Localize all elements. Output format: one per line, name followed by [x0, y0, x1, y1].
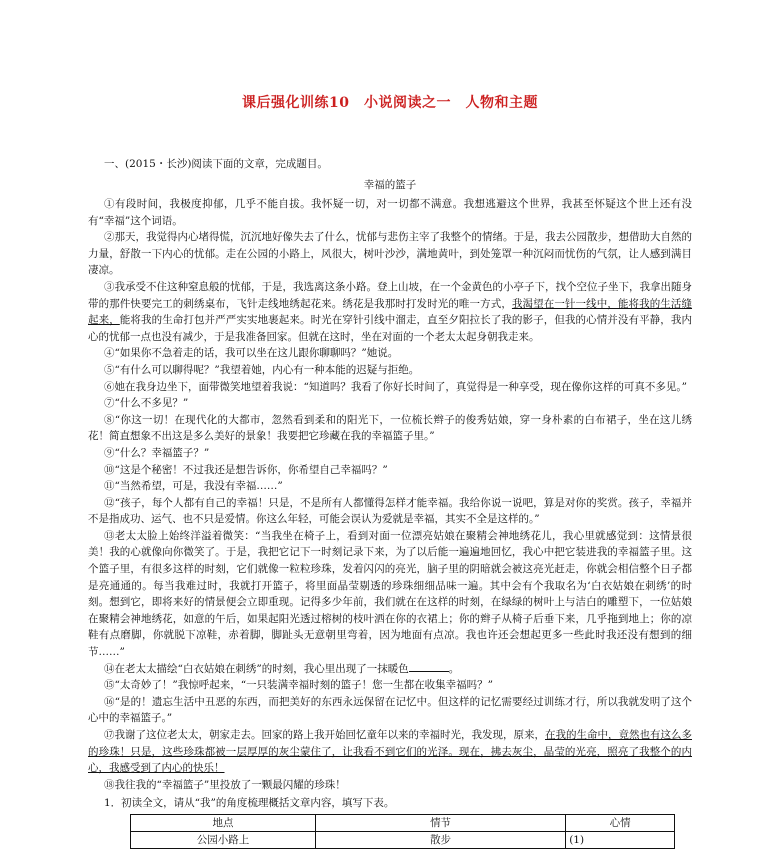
paragraph-text: ⑯“是的！遗忘生活中丑恶的东西，而把美好的东西永远保留在记忆中。但这样的记忆需要经过训练才行，所以我就发明了这个心中的幸福篮子。” [88, 695, 692, 725]
paragraph-text: ④“如果你不急着走的话，我可以坐在这儿跟你聊聊吗？”她说。 [104, 347, 399, 360]
answer-blank[interactable] [409, 661, 449, 672]
paragraph-text: ⑮“太奇妙了！”我惊呼起来，“一只装满幸福时刻的篮子！您一生都在收集幸福吗？” [104, 679, 493, 692]
paragraph-text: ①有段时间，我极度抑郁，几乎不能自拔。我怀疑一切，对一切都不满意。我想逃避这个世界，我甚至怀疑这个世上还有没有“幸福”这个词语。 [88, 198, 692, 227]
question-1: 1．初读全文，请从“我”的角度梳理概括文章内容，填写下表。 [104, 797, 395, 810]
paragraph-text: ⑨“什么？幸福篮子？” [104, 446, 210, 459]
table-header-plot: 情节 [315, 814, 565, 831]
paragraph-text: ②那天，我觉得内心堵得慌，沉沉地好像失去了什么，忧郁与悲伤主宰了我整个的情绪。于是，我去公园散步，想借助大自然的力量，舒散一下内心的忧郁。走在公园的小路上，风很大，树叶沙沙，满地黄叶，到处笼罩一种沉闷而忧伤的气氛，让人感到满目凄凉。 [88, 231, 692, 277]
paragraph [88, 279, 692, 345]
paragraph-text: ⑦“什么不多见？” [104, 397, 189, 410]
paragraph [88, 412, 692, 445]
paragraph [88, 379, 692, 396]
page-title: 课后强化训练10 小说阅读之一 人物和主题 [242, 95, 538, 111]
answer-table [130, 814, 675, 849]
paragraph [88, 395, 692, 412]
paragraph [88, 345, 692, 362]
paragraph-text: ③我承受不住这种窒息般的忧郁，于是，我选离这条小路。登上山坡，在一个金黄色的小亭子下，找个空位子坐下，我拿出随身带的那件快要完工的刺绣桌布，飞针走线地绣起花来。绣花是我那时打发时光的唯一方式， [88, 280, 692, 310]
paragraph-text: ⑱我往我的“幸福篮子”里投放了一颗最闪耀的珍珠！ [104, 778, 346, 791]
paragraph-text: 能将我的生命打包并严严实实地裹起来。时光在穿针引线中溜走，直至夕阳拉长了我的影子，但我的心情并没有平静，我内心的忧郁一点也没有减少，于是我准备回家。但就在这时，坐在对面的一个老太太起身朝我走来。 [88, 314, 692, 343]
paragraph [88, 229, 692, 279]
paragraph [88, 677, 692, 694]
underlined-text: 在我的生命中，竟然也有这么多的珍珠！只是，这些珍珠都被一层厚厚的灰尘蒙住了，让我看不到它们的光泽。现在，拂去灰尘，晶莹的光亮，照亮了我整个的内心，我感受到了内心的快乐！ [88, 729, 692, 775]
paragraph [88, 196, 692, 229]
paragraph-text: 。 [448, 662, 460, 675]
paragraph [88, 478, 692, 495]
paragraph-text: ⑭在老太太描绘“白衣姑娘在刺绣”的时刻，我心里出现了一抹暖色 [104, 662, 409, 675]
paragraph-text: ⑩“这是个秘密！不过我还是想告诉你，你希望自己幸福吗？” [104, 463, 388, 476]
underlined-text: 我渴望在一针一线中，能将我的生活缝起来， [88, 297, 693, 327]
table-row [131, 831, 675, 848]
paragraph [88, 528, 692, 661]
paragraph [88, 445, 692, 462]
passage-body [88, 196, 692, 793]
paragraph-text: ⑫“孩子，每个人都有自己的幸福！只是，不是所有人都懂得怎样才能幸福。我给你说一说吧，算是对你的奖赏。孩子，幸福并不是指成功、运气、也不只是爱情。你这么年轻，可能会误认为爱就是幸福，其实不全是这样的。” [88, 496, 692, 526]
table-header-row [131, 814, 675, 831]
document-page [88, 92, 692, 849]
paragraph [88, 777, 692, 794]
table-header-place: 地点 [131, 814, 316, 831]
table-cell-mood[interactable]: (1) [566, 831, 675, 848]
paragraph [88, 495, 692, 528]
table-cell-place: 公园小路上 [131, 831, 316, 848]
paragraph [88, 462, 692, 479]
paragraph [88, 727, 692, 777]
paragraph [88, 362, 692, 379]
passage-title: 幸福的篮子 [363, 179, 417, 191]
paragraph [88, 694, 692, 727]
paragraph-text: ⑬老太太脸上始终洋溢着微笑：“当我坐在椅子上，看到对面一位漂亮姑娘在聚精会神地绣花儿，我心里就感觉到：这情景很美！我的心就像向你微笑了。于是，我把它记下一时刻记录下来，为了以后能一遍遍地回忆，我心中把它装进我的幸福篮子里。这个篮子里，有很多这样的时刻，它们就像一粒粒珍珠，发着闪闪的亮光，脑子里的阴暗就会被这亮光赶走，你就会相信整个日子都是亮通通的。每当我难过时，我就打开篮子，将里面晶莹剔透的珍珠细细品味一遍。其中会有个我取名为‘白衣姑娘在刺绣’的时刻。想到它，即将来好的情景便会立即重现。记得多少年前，我们就在在这样的时刻，在绿绿的树叶上与洁白的雕塑下，一位姑娘在聚精会神地绣花，如意的午后，如果起阳光透过榕树的枝叶洒在你的衣裙上；你的辫子从椅子后垂下来，几乎拖到地上；你的凉鞋有点磨脚，你就脱下凉鞋，赤着脚，脚趾头无意朝里弯着，因为地面有点凉。我也许还会想起更多一些此时我还没有想到的细节……” [88, 529, 692, 659]
table-cell-plot: 散步 [315, 831, 565, 848]
section-intro: 一、(2015・长沙)阅读下面的文章，完成题目。 [104, 158, 328, 170]
paragraph-text: ⑥她在我身边坐下，面带微笑地望着我说：“知道吗？我看了你好长时间了，真觉得是一种享受，现在像你这样的可真不多见。” [104, 380, 687, 393]
paragraph [88, 661, 692, 678]
paragraph-text: ⑪“当然希望，可是，我没有幸福……” [104, 480, 283, 493]
paragraph-text: ⑤“有什么可以聊得呢？”我望着她，内心有一种本能的迟疑与拒绝。 [104, 363, 420, 376]
paragraph-text: ⑰我谢了这位老太太，朝家走去。回家的路上我开始回忆童年以来的幸福时光，我发现，原来， [104, 729, 545, 741]
table-header-mood: 心情 [566, 814, 675, 831]
paragraph-text: ⑧“你这一切！在现代化的大都市，忽然看到柔和的阳光下，一位梳长辫子的俊秀姑娘，穿一身朴素的白布裙子，坐在这儿绣花！简直想象不出这是多么美好的景象！我要把它珍藏在我的幸福篮子里。” [88, 413, 692, 443]
